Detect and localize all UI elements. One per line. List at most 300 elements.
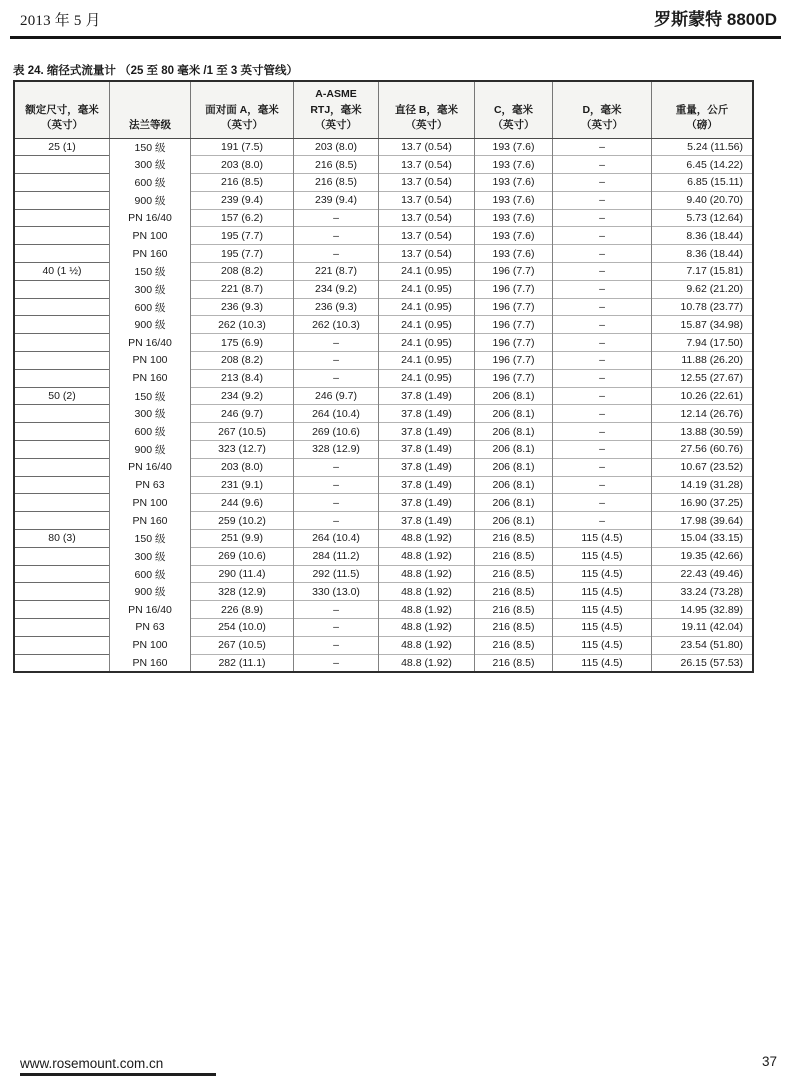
table-cell: 19.11 (42.04) [652,619,754,637]
table-cell: 239 (9.4) [191,191,294,209]
table-cell: 115 (4.5) [553,654,652,672]
table-cell: – [294,619,379,637]
table-cell: 328 (12.9) [294,441,379,459]
table-cell: 10.78 (23.77) [652,298,754,316]
table-cell: 600 级 [110,565,191,583]
table-cell: 221 (8.7) [191,280,294,298]
table-cell: 150 级 [110,138,191,156]
size-cell [14,334,110,352]
table-cell: 300 级 [110,156,191,174]
table-cell: 24.1 (0.95) [379,334,475,352]
table-cell: – [553,263,652,281]
table-cell: – [553,156,652,174]
table-cell: – [553,494,652,512]
table-cell: 193 (7.6) [475,227,553,245]
column-header-line: （磅） [686,119,718,131]
table-cell: – [553,476,652,494]
table-cell: 13.7 (0.54) [379,138,475,156]
table-cell: – [294,512,379,530]
table-cell: 196 (7.7) [475,316,553,334]
table-cell: 193 (7.6) [475,209,553,227]
table-cell: 24.1 (0.95) [379,316,475,334]
size-cell: 50 (2) [14,387,110,405]
table-cell: 37.8 (1.49) [379,405,475,423]
table-cell: 12.14 (26.76) [652,405,754,423]
table-cell: 234 (9.2) [191,387,294,405]
table-cell: 206 (8.1) [475,458,553,476]
table-cell: 9.62 (21.20) [652,280,754,298]
table-row [14,441,753,459]
table-cell: – [553,352,652,370]
table-cell: 10.26 (22.61) [652,387,754,405]
table-body [14,138,753,672]
table-cell: 262 (10.3) [191,316,294,334]
table-cell: 203 (8.0) [191,458,294,476]
table-cell: 206 (8.1) [475,476,553,494]
table-cell: 264 (10.4) [294,405,379,423]
table-row [14,405,753,423]
column-header-line: （英寸） [405,119,448,131]
table-cell: – [294,209,379,227]
size-cell [14,245,110,263]
table-cell: 7.17 (15.81) [652,263,754,281]
table-cell: 196 (7.7) [475,369,553,387]
table-cell: – [294,334,379,352]
table-cell: 48.8 (1.92) [379,565,475,583]
table-cell: – [294,458,379,476]
table-cell: 216 (8.5) [294,174,379,192]
reducer-flowmeter-table [13,80,754,673]
table-cell: 216 (8.5) [475,583,553,601]
header-divider [10,36,781,39]
table-cell: 48.8 (1.92) [379,601,475,619]
table-cell: 150 级 [110,263,191,281]
table-cell: 196 (7.7) [475,263,553,281]
table-cell: 24.1 (0.95) [379,369,475,387]
column-header-line: （英寸） [581,119,623,131]
table-cell: 7.94 (17.50) [652,334,754,352]
table-cell: 48.8 (1.92) [379,619,475,637]
size-cell [14,191,110,209]
table-cell: 600 级 [110,174,191,192]
table-cell: 262 (10.3) [294,316,379,334]
table-cell: 900 级 [110,191,191,209]
table-row [14,280,753,298]
table-cell: – [294,654,379,672]
table-cell: 203 (8.0) [294,138,379,156]
table-cell: 37.8 (1.49) [379,458,475,476]
table-cell: 216 (8.5) [475,565,553,583]
column-header-line: 法兰等级 [129,119,171,131]
table-cell: 115 (4.5) [553,530,652,548]
size-cell [14,512,110,530]
size-cell [14,280,110,298]
table-cell: 19.35 (42.66) [652,547,754,565]
size-cell [14,369,110,387]
table-cell: 5.73 (12.64) [652,209,754,227]
table-cell: 900 级 [110,583,191,601]
table-cell: 48.8 (1.92) [379,654,475,672]
column-header-line: A-ASME [315,88,357,100]
table-cell: 267 (10.5) [191,423,294,441]
table-cell: 37.8 (1.49) [379,476,475,494]
size-cell [14,494,110,512]
table-cell: – [294,601,379,619]
table-cell: 175 (6.9) [191,334,294,352]
size-cell: 40 (1 ½) [14,263,110,281]
table-cell: 115 (4.5) [553,565,652,583]
table-cell: 6.85 (15.11) [652,174,754,192]
table-cell: – [294,227,379,245]
table-cell: 15.87 (34.98) [652,316,754,334]
table-cell: 191 (7.5) [191,138,294,156]
table-cell: 13.7 (0.54) [379,174,475,192]
table-cell: – [553,423,652,441]
table-cell: 13.7 (0.54) [379,191,475,209]
table-cell: 208 (8.2) [191,263,294,281]
table-cell: 284 (11.2) [294,547,379,565]
table-cell: 24.1 (0.95) [379,352,475,370]
table-cell: – [294,494,379,512]
table-cell: 330 (13.0) [294,583,379,601]
table-row [14,476,753,494]
table-cell: 37.8 (1.49) [379,387,475,405]
column-header-line: D，毫米 [582,103,622,116]
column-header-line: （英寸） [41,119,83,131]
size-cell: 80 (3) [14,530,110,548]
table-cell: 216 (8.5) [475,601,553,619]
table-cell: – [553,458,652,476]
table-cell: – [553,191,652,209]
table-cell: 13.7 (0.54) [379,227,475,245]
table-cell: 269 (10.6) [191,547,294,565]
table-row [14,530,753,548]
table-cell: 216 (8.5) [475,654,553,672]
table-cell: – [553,441,652,459]
table-row [14,387,753,405]
table-cell: 37.8 (1.49) [379,512,475,530]
table-cell: PN 16/40 [110,209,191,227]
table-cell: PN 16/40 [110,334,191,352]
table-cell: – [553,316,652,334]
table-row [14,245,753,263]
table-title: 表 24. 缩径式流量计 （25 至 80 毫米 /1 至 3 英寸管线） [13,65,299,77]
table-cell: PN 100 [110,352,191,370]
table-cell: – [553,405,652,423]
table-cell: PN 16/40 [110,458,191,476]
table-row [14,298,753,316]
size-cell [14,547,110,565]
table-cell: 12.55 (27.67) [652,369,754,387]
table-cell: 193 (7.6) [475,191,553,209]
table-cell: 157 (6.2) [191,209,294,227]
table-cell: 24.1 (0.95) [379,280,475,298]
column-header-face-to-face-a [191,81,294,138]
table-cell: 115 (4.5) [553,636,652,654]
table-cell: 37.8 (1.49) [379,423,475,441]
table-cell: – [553,209,652,227]
column-header-line: 重量，公斤 [675,103,729,116]
table-row [14,547,753,565]
table-cell: 216 (8.5) [475,530,553,548]
table-cell: PN 160 [110,369,191,387]
table-cell: 13.7 (0.54) [379,245,475,263]
table-cell: 246 (9.7) [191,405,294,423]
column-header-line: 直径 B，毫米 [395,103,458,116]
table-row [14,601,753,619]
table-cell: – [294,369,379,387]
table-cell: 13.7 (0.54) [379,156,475,174]
column-header-flange-class [110,81,191,138]
table-cell: 196 (7.7) [475,298,553,316]
size-cell [14,156,110,174]
table-cell: 206 (8.1) [475,512,553,530]
table-cell: 226 (8.9) [191,601,294,619]
table-cell: 196 (7.7) [475,334,553,352]
table-cell: 26.15 (57.53) [652,654,754,672]
table-cell: 206 (8.1) [475,494,553,512]
size-cell [14,565,110,583]
table-cell: 236 (9.3) [191,298,294,316]
table-cell: – [294,245,379,263]
table-cell: 193 (7.6) [475,245,553,263]
table-cell: – [553,245,652,263]
table-cell: 300 级 [110,280,191,298]
table-cell: 14.95 (32.89) [652,601,754,619]
size-cell [14,619,110,637]
table-row [14,191,753,209]
table-cell: 206 (8.1) [475,387,553,405]
column-header-nominal-size [14,81,110,138]
size-cell: 25 (1) [14,138,110,156]
table-row [14,316,753,334]
table-row [14,619,753,637]
table-cell: 8.36 (18.44) [652,227,754,245]
table-cell: 9.40 (20.70) [652,191,754,209]
table-cell: 267 (10.5) [191,636,294,654]
table-row [14,263,753,281]
table-cell: 216 (8.5) [191,174,294,192]
table-cell: 203 (8.0) [191,156,294,174]
table-cell: 23.54 (51.80) [652,636,754,654]
table-cell: 17.98 (39.64) [652,512,754,530]
page-number: 37 [761,1054,777,1069]
table-cell: – [294,352,379,370]
table-row [14,352,753,370]
size-cell [14,227,110,245]
column-header-line: （英寸） [315,119,357,131]
table-cell: 292 (11.5) [294,565,379,583]
table-row [14,334,753,352]
table-cell: 600 级 [110,423,191,441]
table-cell: 239 (9.4) [294,191,379,209]
table-cell: PN 160 [110,654,191,672]
table-cell: PN 63 [110,476,191,494]
table-cell: 290 (11.4) [191,565,294,583]
table-cell: 213 (8.4) [191,369,294,387]
table-cell: – [553,280,652,298]
header-date: 2013 年 5 月 [20,13,101,29]
table-cell: 900 级 [110,441,191,459]
table-cell: 216 (8.5) [475,619,553,637]
table-cell: PN 100 [110,494,191,512]
table-cell: 206 (8.1) [475,405,553,423]
table-cell: 282 (11.1) [191,654,294,672]
table-cell: – [553,512,652,530]
table-cell: PN 63 [110,619,191,637]
table-cell: 11.88 (26.20) [652,352,754,370]
table-cell: 33.24 (73.28) [652,583,754,601]
table-cell: 27.56 (60.76) [652,441,754,459]
table-cell: 244 (9.6) [191,494,294,512]
table-cell: – [553,369,652,387]
table-cell: 269 (10.6) [294,423,379,441]
table-cell: – [553,174,652,192]
table-cell: 24.1 (0.95) [379,298,475,316]
table-cell: PN 100 [110,636,191,654]
table-cell: 195 (7.7) [191,245,294,263]
table-cell: 48.8 (1.92) [379,583,475,601]
table-cell: 206 (8.1) [475,423,553,441]
table-row [14,174,753,192]
table-cell: 195 (7.7) [191,227,294,245]
table-cell: 24.1 (0.95) [379,263,475,281]
table-cell: 231 (9.1) [191,476,294,494]
column-header-line: 额定尺寸，毫米 [25,103,99,116]
column-header-a-asme-rtj [294,81,379,138]
table-row [14,512,753,530]
table-cell: 37.8 (1.49) [379,441,475,459]
table-row [14,494,753,512]
table-cell: 206 (8.1) [475,441,553,459]
size-cell [14,441,110,459]
table-row [14,583,753,601]
table-row [14,369,753,387]
table-cell: 13.88 (30.59) [652,423,754,441]
table-cell: 150 级 [110,387,191,405]
table-cell: 208 (8.2) [191,352,294,370]
table-cell: 221 (8.7) [294,263,379,281]
table-cell: 6.45 (14.22) [652,156,754,174]
table-cell: – [294,476,379,494]
table-row [14,636,753,654]
table-row [14,458,753,476]
table-cell: PN 100 [110,227,191,245]
table-cell: 236 (9.3) [294,298,379,316]
table-cell: 600 级 [110,298,191,316]
table-cell: 900 级 [110,316,191,334]
table-cell: – [553,298,652,316]
table-cell: 115 (4.5) [553,583,652,601]
table-cell: – [553,227,652,245]
table-cell: 150 级 [110,530,191,548]
table-cell: 10.67 (23.52) [652,458,754,476]
table-cell: 37.8 (1.49) [379,494,475,512]
table-cell: 193 (7.6) [475,174,553,192]
size-cell [14,476,110,494]
table-cell: – [553,334,652,352]
size-cell [14,601,110,619]
table-cell: 14.19 (31.28) [652,476,754,494]
table-cell: 5.24 (11.56) [652,138,754,156]
table-header [14,81,753,138]
table-row [14,227,753,245]
header-product-title: 罗斯蒙特 8800D [654,10,777,29]
column-header-line: 面对面 A，毫米 [205,103,279,116]
column-header-d-dim [553,81,652,138]
table-cell: 246 (9.7) [294,387,379,405]
table-header-row [14,81,753,138]
table-cell: 13.7 (0.54) [379,209,475,227]
column-header-weight [652,81,754,138]
table-cell: 115 (4.5) [553,601,652,619]
table-cell: 115 (4.5) [553,547,652,565]
table-cell: 300 级 [110,547,191,565]
table-cell: 216 (8.5) [475,636,553,654]
size-cell [14,352,110,370]
table-cell: 16.90 (37.25) [652,494,754,512]
size-cell [14,405,110,423]
table-cell: 196 (7.7) [475,280,553,298]
table-cell: 300 级 [110,405,191,423]
table-cell: – [294,636,379,654]
table-cell: – [553,138,652,156]
footer-url: www.rosemount.com.cn [20,1056,164,1071]
table-cell: 328 (12.9) [191,583,294,601]
table-cell: 259 (10.2) [191,512,294,530]
table-cell: 48.8 (1.92) [379,636,475,654]
size-cell [14,654,110,672]
table-cell: 234 (9.2) [294,280,379,298]
column-header-c-dim [475,81,553,138]
table-cell: 193 (7.6) [475,156,553,174]
size-cell [14,316,110,334]
column-header-diameter-b [379,81,475,138]
table-cell: 22.43 (49.46) [652,565,754,583]
table-cell: 216 (8.5) [475,547,553,565]
size-cell [14,423,110,441]
page-header [20,5,777,30]
size-cell [14,298,110,316]
size-cell [14,583,110,601]
table-cell: 323 (12.7) [191,441,294,459]
table-cell: 216 (8.5) [294,156,379,174]
table-row [14,209,753,227]
table-cell: 48.8 (1.92) [379,547,475,565]
table-cell: PN 160 [110,245,191,263]
table-cell: 8.36 (18.44) [652,245,754,263]
column-header-line: （英寸） [221,119,263,131]
table-cell: 264 (10.4) [294,530,379,548]
table-row [14,156,753,174]
table-row [14,565,753,583]
table-cell: 115 (4.5) [553,619,652,637]
table-row [14,423,753,441]
table-cell: 254 (10.0) [191,619,294,637]
column-header-line: RTJ，毫米 [310,103,362,116]
table-row [14,138,753,156]
column-header-line: C，毫米 [493,103,534,116]
size-cell [14,174,110,192]
table-cell: 196 (7.7) [475,352,553,370]
table-row [14,654,753,672]
size-cell [14,209,110,227]
table-cell: 15.04 (33.15) [652,530,754,548]
table-cell: 193 (7.6) [475,138,553,156]
table-cell: PN 160 [110,512,191,530]
column-header-line: （英寸） [492,119,535,131]
table-cell: 251 (9.9) [191,530,294,548]
